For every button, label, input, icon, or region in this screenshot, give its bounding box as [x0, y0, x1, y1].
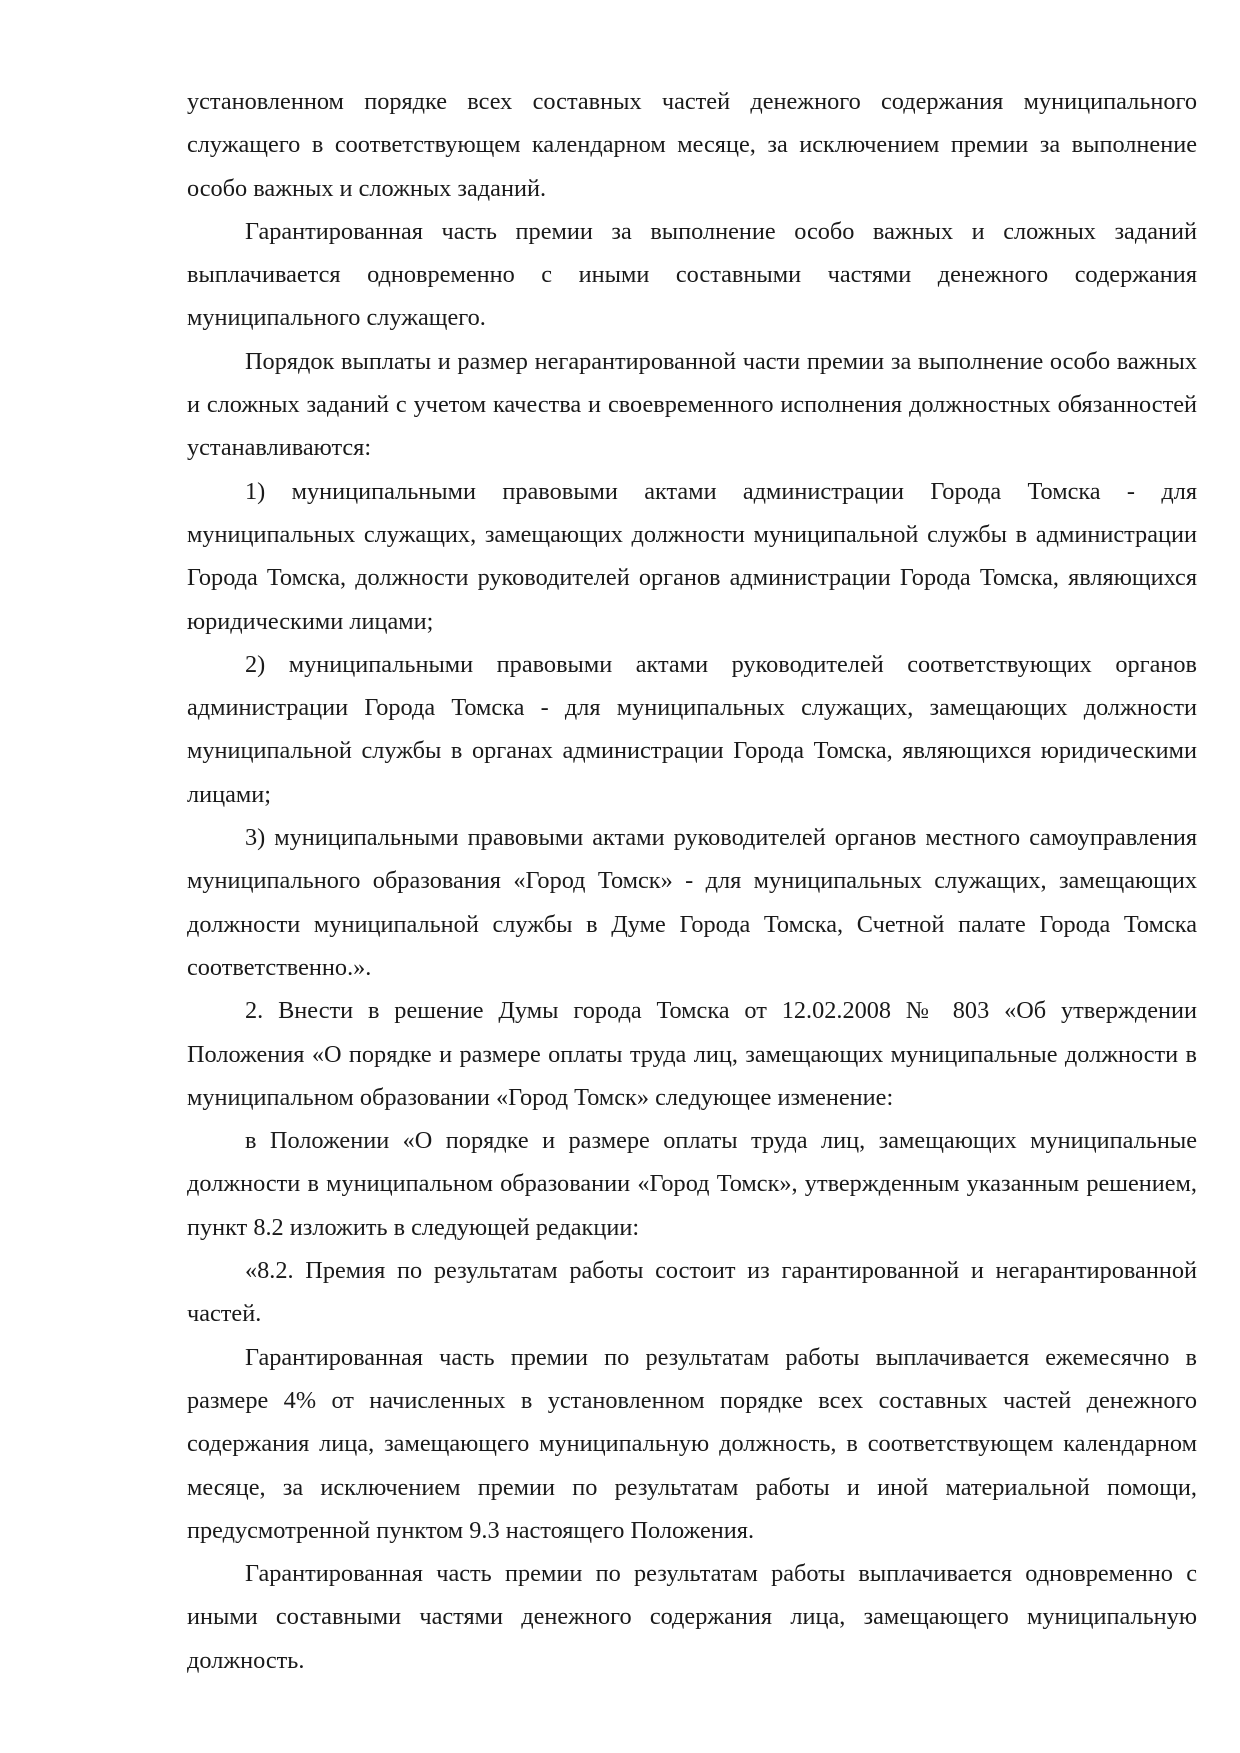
paragraph-amendment-2: 2. Внести в решение Думы города Томска от 12.02.2008 № 803 «Об утверждении Положения «О порядке и размере оплаты труда лиц, замещающих муниципальные должности в муниципальном образовании «Город Томск» следующее изменение: — [187, 997, 1197, 1111]
document-page — [187, 80, 1197, 1682]
paragraph-guaranteed-bonus-special-tasks: Гарантированная часть премии за выполнение особо важных и сложных заданий выплачивается одновременно с иными составными частями денежного содержания муниципального служащего. — [187, 217, 1197, 332]
paragraph-guaranteed-bonus-monthly: Гарантированная часть премии по результатам работы выплачивается ежемесячно в размере 4% от начисленных в установленном порядке всех составных частей денежного содержания лица, замещающего муниципальную должность, в соответствующем календарном месяце, за исключением премии по результатам работы и иной материальной помощи, предусмотренной пунктом 9.3 настоящего Положения. — [187, 1343, 1197, 1544]
list-item-2: 2) муниципальными правовыми актами руководителей соответствующих органов администрации Города Томска - для муниципальных служащих, замещающих должности муниципальной службы в органах администрации Города Томска, являющихся юридическими лицами; — [187, 650, 1197, 808]
paragraph-guaranteed-bonus-payment: Гарантированная часть премии по результатам работы выплачивается одновременно с иными составными частями денежного содержания лица, замещающего муниципальную должность. — [187, 1560, 1197, 1674]
list-item-3: 3) муниципальными правовыми актами руководителей органов местного самоуправления муниципального образования «Город Томск» - для муниципальных служащих, замещающих должности муниципальной службы в Думе Города Томска, Счетной палате Города Томска соответственно.». — [187, 824, 1197, 981]
paragraph-continuation: установленном порядке всех составных частей денежного содержания муниципального служащего в соответствующем календарном месяце, за исключением премии за выполнение особо важных и сложных заданий. — [187, 88, 1197, 202]
list-item-1: 1) муниципальными правовыми актами администрации Города Томска - для муниципальных служащих, замещающих должности муниципальной службы в администрации Города Томска, должности руководителей органов администрации Города Томска, являющихся юридическими лицами; — [187, 477, 1197, 635]
paragraph-payment-procedure: Порядок выплаты и размер негарантированной части премии за выполнение особо важных и сложных заданий с учетом качества и своевременного исполнения должностных обязанностей устанавливаются: — [187, 347, 1197, 462]
paragraph-clause-8-2: «8.2. Премия по результатам работы состоит из гарантированной и негарантированной частей. — [187, 1257, 1197, 1328]
paragraph-amendment-text: в Положении «О порядке и размере оплаты труда лиц, замещающих муниципальные должности в муниципальном образовании «Город Томск», утвержденным указанным решением, пункт 8.2 изложить в следующей редакции: — [187, 1127, 1197, 1241]
